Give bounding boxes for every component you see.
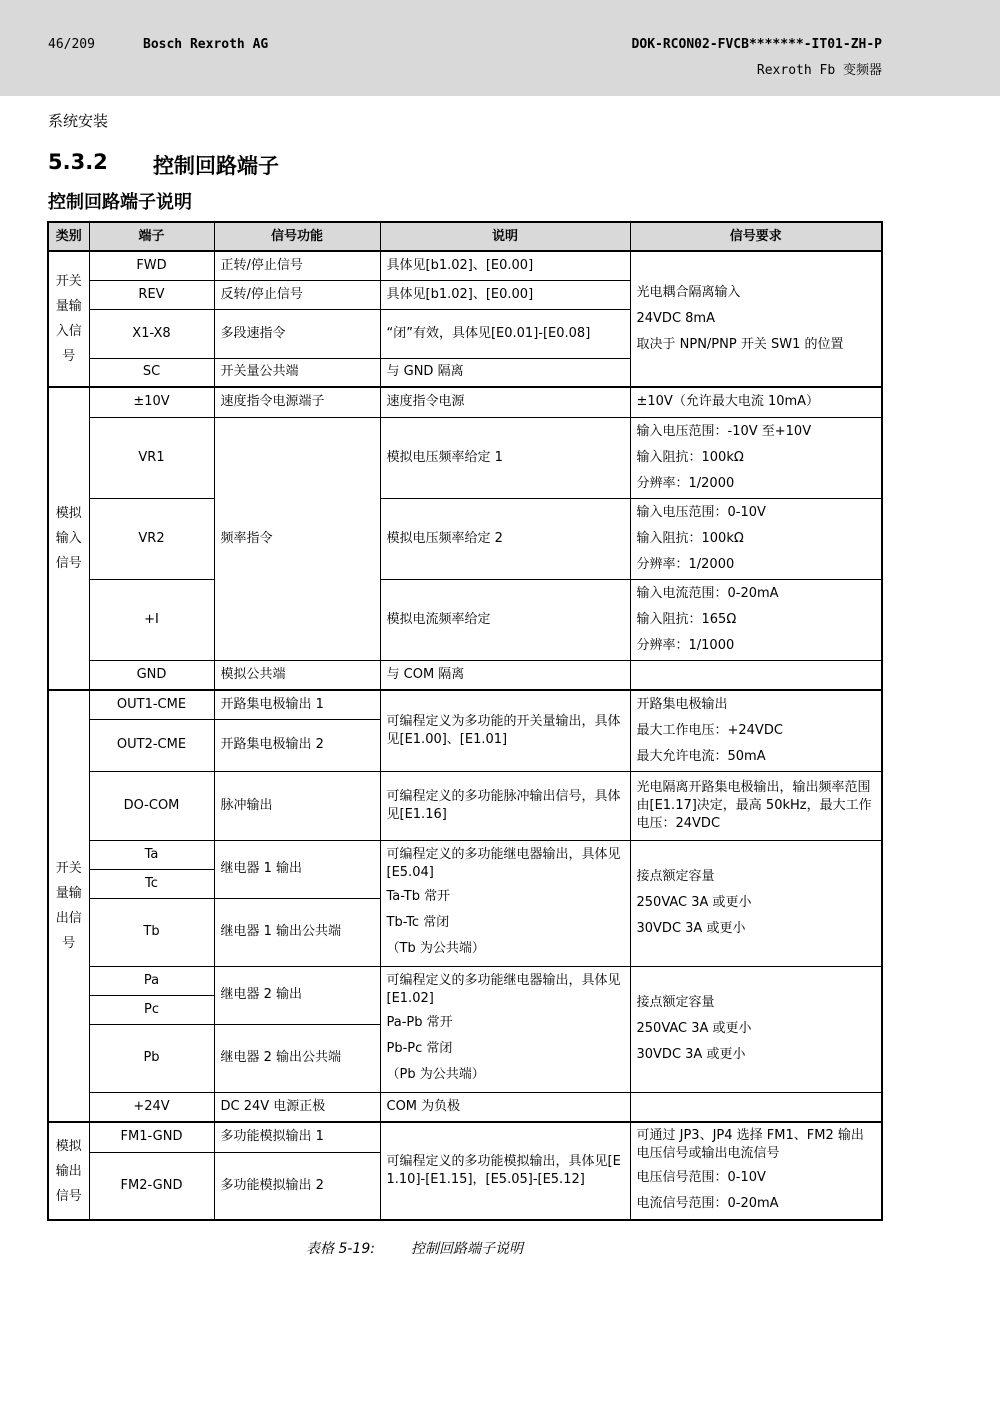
table-row	[48, 840, 882, 869]
terminal-cell: DO-COM	[89, 771, 214, 840]
description-cell: 模拟电压频率给定 1	[380, 417, 630, 498]
description-cell: 可编程定义的多功能继电器输出，具体见[E1.02] Pa-Pb 常开 Pb-Pc 常闭 （Pb 为公共端）	[380, 966, 630, 1092]
heading-title: 控制回路端子	[153, 154, 279, 178]
page-number: 46/209	[48, 37, 95, 52]
function-cell: 继电器 1 输出公共端	[214, 898, 380, 966]
terminal-cell: Tc	[89, 869, 214, 898]
description-cell: 与 GND 隔离	[380, 358, 630, 387]
terminal-cell: FWD	[89, 251, 214, 280]
requirement-cell: 输入电压范围：0-10V 输入阻抗：100kΩ 分辨率：1/2000	[630, 498, 882, 579]
requirement-cell	[630, 660, 882, 690]
category-digital-output: 开关 量输 出信 号	[48, 690, 89, 1122]
function-cell: 频率指令	[214, 417, 380, 660]
table-caption	[306, 1238, 523, 1258]
table-row	[48, 966, 882, 995]
description-cell: 可编程定义为多功能的开关量输出，具体见[E1.00]、[E1.01]	[380, 690, 630, 771]
function-cell: 继电器 1 输出	[214, 840, 380, 898]
function-cell: 速度指令电源端子	[214, 387, 380, 417]
terminal-cell: ±10V	[89, 387, 214, 417]
terminal-cell: SC	[89, 358, 214, 387]
table-row	[48, 387, 882, 417]
terminal-cell: GND	[89, 660, 214, 690]
table-row	[48, 498, 882, 579]
terminal-cell: Tb	[89, 898, 214, 966]
terminal-cell: Pb	[89, 1024, 214, 1092]
description-cell: 速度指令电源	[380, 387, 630, 417]
function-cell: 脉冲输出	[214, 771, 380, 840]
requirement-cell: ±10V（允许最大电流 10mA）	[630, 387, 882, 417]
table-row	[48, 417, 882, 498]
table-row	[48, 251, 882, 280]
description-cell: “闭”有效，具体见[E0.01]-[E0.08]	[380, 309, 630, 358]
description-cell: 具体见[b1.02]、[E0.00]	[380, 280, 630, 309]
function-cell: 多功能模拟输出 1	[214, 1122, 380, 1152]
function-cell: 开关量公共端	[214, 358, 380, 387]
function-cell: 继电器 2 输出	[214, 966, 380, 1024]
function-cell: 开路集电极输出 1	[214, 690, 380, 719]
document-code: DOK-RCON02-FVCB*******-IT01-ZH-P	[631, 37, 882, 52]
function-cell: 多段速指令	[214, 309, 380, 358]
table-row	[48, 1122, 882, 1152]
requirement-cell: 光电隔离开路集电极输出，输出频率范围由[E1.17]决定，最高 50kHz，最大工作电压：24VDC	[630, 771, 882, 840]
function-cell: 模拟公共端	[214, 660, 380, 690]
function-cell: 反转/停止信号	[214, 280, 380, 309]
category-digital-input: 开关 量输 入信 号	[48, 251, 89, 387]
description-cell: 可编程定义的多功能继电器输出，具体见[E5.04] Ta-Tb 常开 Tb-Tc 常闭 （Tb 为公共端）	[380, 840, 630, 966]
caption-text: 控制回路端子说明	[410, 1241, 523, 1257]
description-cell: 模拟电流频率给定	[380, 579, 630, 660]
header-terminal: 端子	[89, 222, 214, 251]
requirement-cell: 光电耦合隔离输入 24VDC 8mA 取决于 NPN/PNP 开关 SW1 的位置	[630, 251, 882, 387]
terminal-cell: +I	[89, 579, 214, 660]
terminal-cell: FM1-GND	[89, 1122, 214, 1152]
terminal-cell: +24V	[89, 1092, 214, 1122]
function-cell: 多功能模拟输出 2	[214, 1152, 380, 1220]
header-requirement: 信号要求	[630, 222, 882, 251]
terminal-cell: VR1	[89, 417, 214, 498]
table-header-row	[48, 222, 882, 251]
requirement-cell: 可通过 JP3、JP4 选择 FM1、FM2 输出电压信号或输出电流信号 电压信号范围：0-10V 电流信号范围：0-20mA	[630, 1122, 882, 1220]
function-cell: 继电器 2 输出公共端	[214, 1024, 380, 1092]
table-row	[48, 1092, 882, 1122]
table-row	[48, 771, 882, 840]
requirement-cell: 接点额定容量 250VAC 3A 或更小 30VDC 3A 或更小	[630, 966, 882, 1092]
terminal-cell: X1-X8	[89, 309, 214, 358]
terminal-table	[47, 221, 883, 1221]
page-header	[0, 0, 1000, 96]
description-cell: 可编程定义的多功能脉冲输出信号，具体见[E1.16]	[380, 771, 630, 840]
terminal-cell: Pc	[89, 995, 214, 1024]
section-label: 系统安装	[48, 112, 109, 130]
terminal-cell: FM2-GND	[89, 1152, 214, 1220]
header-function: 信号功能	[214, 222, 380, 251]
header-category: 类别	[48, 222, 89, 251]
table-row	[48, 579, 882, 660]
company-name: Bosch Rexroth AG	[143, 37, 269, 52]
terminal-cell: VR2	[89, 498, 214, 579]
terminal-cell: Ta	[89, 840, 214, 869]
heading-number: 5.3.2	[48, 150, 108, 174]
category-analog-output: 模拟 输出 信号	[48, 1122, 89, 1220]
requirement-cell: 输入电压范围：-10V 至+10V 输入阻抗：100kΩ 分辨率：1/2000	[630, 417, 882, 498]
description-cell: 模拟电压频率给定 2	[380, 498, 630, 579]
table-row	[48, 690, 882, 719]
description-cell: 具体见[b1.02]、[E0.00]	[380, 251, 630, 280]
requirement-cell: 接点额定容量 250VAC 3A 或更小 30VDC 3A 或更小	[630, 840, 882, 966]
description-cell: 可编程定义的多功能模拟输出，具体见[E1.10]-[E1.15]，[E5.05]-[E5.12]	[380, 1122, 630, 1220]
description-cell: COM 为负极	[380, 1092, 630, 1122]
function-cell: DC 24V 电源正极	[214, 1092, 380, 1122]
function-cell: 正转/停止信号	[214, 251, 380, 280]
caption-label: 表格 5-19:	[306, 1241, 375, 1257]
terminal-cell: REV	[89, 280, 214, 309]
requirement-cell	[630, 1092, 882, 1122]
terminal-cell: OUT1-CME	[89, 690, 214, 719]
category-analog-input: 模拟 输入 信号	[48, 387, 89, 690]
requirement-cell: 开路集电极输出 最大工作电压：+24VDC 最大允许电流：50mA	[630, 690, 882, 771]
requirement-cell: 输入电流范围：0-20mA 输入阻抗：165Ω 分辨率：1/1000	[630, 579, 882, 660]
table-row	[48, 660, 882, 690]
terminal-cell: OUT2-CME	[89, 719, 214, 771]
subheading: 控制回路端子说明	[48, 192, 192, 213]
description-cell: 与 COM 隔离	[380, 660, 630, 690]
terminal-cell: Pa	[89, 966, 214, 995]
header-description: 说明	[380, 222, 630, 251]
function-cell: 开路集电极输出 2	[214, 719, 380, 771]
product-name: Rexroth Fb 变频器	[756, 63, 882, 78]
